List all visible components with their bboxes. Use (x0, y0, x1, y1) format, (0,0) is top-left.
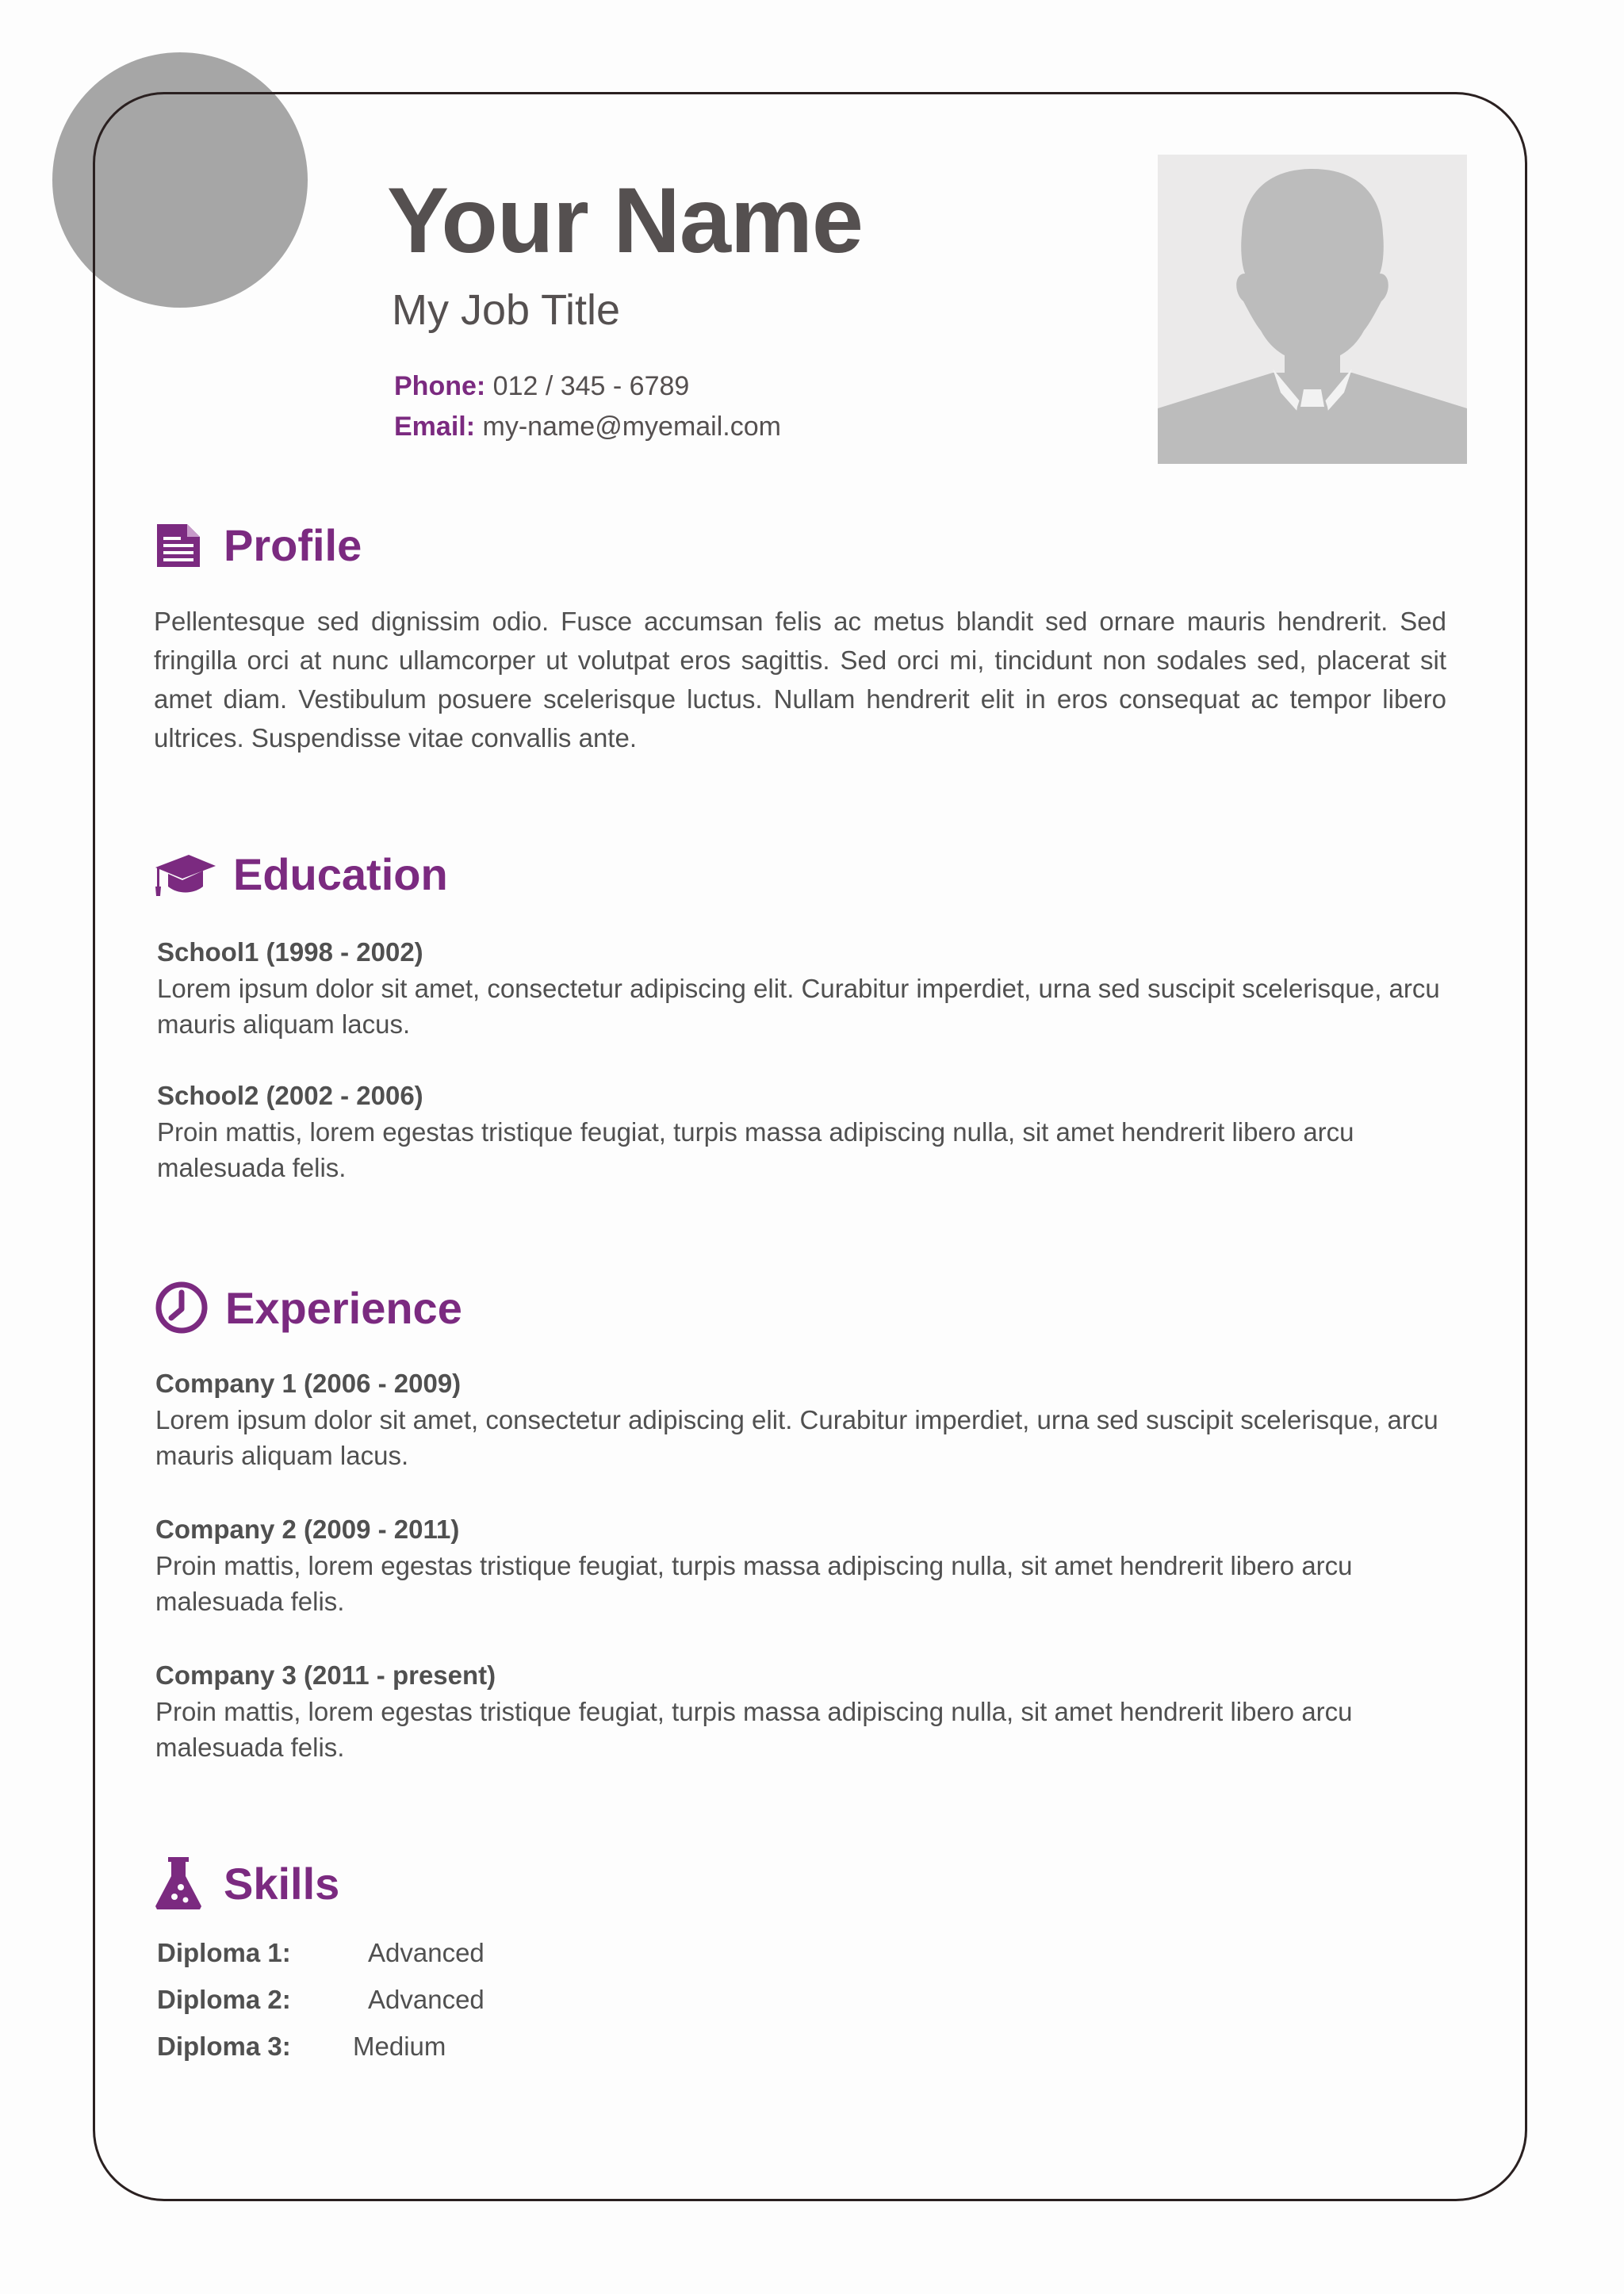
skill-row (157, 1938, 485, 1968)
education-entry (157, 1078, 1457, 1185)
experience-entry (155, 1657, 1456, 1765)
education-entry-desc: Lorem ipsum dolor sit amet, consectetur adipiscing elit. Curabitur imperdiet, urna sed suscipit scelerisque, arcu mauris aliquam lacus. (157, 974, 1440, 1039)
person-name: Your Name (387, 168, 863, 272)
clock-icon (154, 1280, 209, 1335)
flask-icon (154, 1855, 203, 1911)
skill-level: Medium (353, 2032, 446, 2061)
experience-section-header (154, 1280, 462, 1335)
document-icon (154, 521, 203, 570)
profile-title: Profile (224, 520, 362, 570)
skill-level: Advanced (368, 1938, 485, 1967)
education-entry (157, 934, 1457, 1042)
email-line (394, 412, 781, 442)
email-value: my-name@myemail.com (482, 412, 781, 442)
phone-line (394, 371, 689, 402)
job-title: My Job Title (392, 286, 621, 334)
education-entry-title: School2 (2002 - 2006) (157, 1081, 423, 1110)
experience-entry-desc: Lorem ipsum dolor sit amet, consectetur adipiscing elit. Curabitur imperdiet, urna sed suscipit scelerisque, arcu mauris aliquam lacus. (155, 1405, 1438, 1470)
skill-row (157, 1985, 485, 2015)
experience-entry-title: Company 1 (2006 - 2009) (155, 1369, 462, 1398)
profile-photo-placeholder (1158, 155, 1467, 464)
skills-title: Skills (224, 1858, 340, 1909)
skill-name: Diploma 2: (157, 1985, 291, 2014)
profile-text: Pellentesque sed dignissim odio. Fusce accumsan felis ac metus blandit sed ornare mauris hendrerit. Sed fringilla orci at nunc ullamcorper ut volutpat eros sagittis. Sed orci mi, tincidunt non sodales sed, placerat sit amet diam. Vestibulum posuere scelerisque luctus. Nullam hendrerit elit in eros consequat ac tempor libero ultrices. Suspendisse vitae convallis ante. (154, 607, 1446, 753)
profile-section-header (154, 519, 362, 571)
person-silhouette-icon (1158, 155, 1467, 464)
skill-level: Advanced (368, 1985, 485, 2014)
skill-name: Diploma 3: (157, 2032, 291, 2061)
experience-entry-desc: Proin mattis, lorem egestas tristique feugiat, turpis massa adipiscing nulla, sit amet hendrerit libero arcu malesuada felis. (155, 1551, 1353, 1616)
skill-name: Diploma 1: (157, 1938, 291, 1967)
phone-value: 012 / 345 - 6789 (492, 371, 690, 401)
education-entry-title: School1 (1998 - 2002) (157, 937, 423, 967)
experience-entry (155, 1365, 1456, 1473)
experience-entry (155, 1511, 1456, 1619)
graduation-cap-icon (154, 850, 217, 899)
skill-row (157, 2032, 446, 2062)
education-title: Education (233, 849, 448, 899)
experience-title: Experience (225, 1282, 462, 1333)
phone-label: Phone: (394, 371, 486, 401)
skills-section-header (154, 1855, 339, 1911)
education-entry-desc: Proin mattis, lorem egestas tristique feugiat, turpis massa adipiscing nulla, sit amet hendrerit libero arcu malesuada felis. (157, 1117, 1354, 1182)
education-section-header (154, 848, 448, 900)
experience-entry-desc: Proin mattis, lorem egestas tristique feugiat, turpis massa adipiscing nulla, sit amet hendrerit libero arcu malesuada felis. (155, 1697, 1353, 1762)
experience-entry-title: Company 3 (2011 - present) (155, 1660, 496, 1690)
email-label: Email: (394, 412, 476, 442)
experience-entry-title: Company 2 (2009 - 2011) (155, 1515, 460, 1544)
